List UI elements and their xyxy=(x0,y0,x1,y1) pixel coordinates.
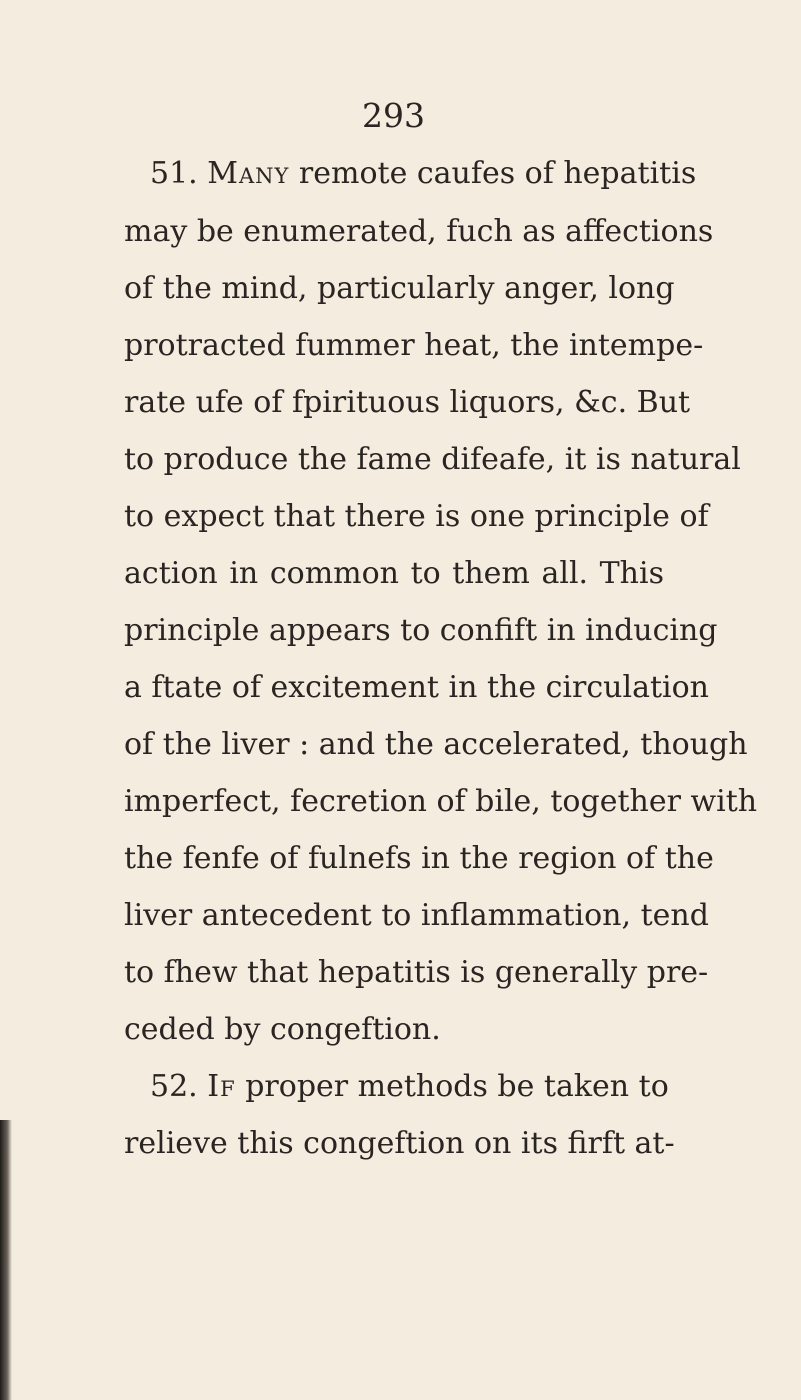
paragraph-number: 52. xyxy=(150,1069,208,1104)
text-line: relieve this congeftion on its firft at- xyxy=(124,1126,675,1161)
text-line: rate ufe of fpirituous liquors, &c. But xyxy=(124,385,691,420)
small-caps-word: Many xyxy=(207,156,290,191)
text-line: a ftate of excitement in the circulation xyxy=(124,670,709,705)
text-line: may be enumerated, fuch as affections xyxy=(124,214,714,249)
paragraph-number: 51. xyxy=(150,156,208,191)
text-line: protracted fummer heat, the intempe- xyxy=(124,328,704,363)
text-line: to produce the fame difeafe, it is natural xyxy=(124,442,741,477)
text-line: to fhew that hepatitis is generally pre- xyxy=(124,955,709,990)
text-line: action in common to them all. This xyxy=(124,556,664,591)
text-line: imperfect, fecretion of bile, together with xyxy=(124,784,758,819)
page-number: 293 xyxy=(362,96,425,135)
text-line: principle appears to confift in inducing xyxy=(124,613,718,648)
text-line: the fenfe of fulnefs in the region of the xyxy=(124,841,714,876)
text-line: of the liver : and the accelerated, though xyxy=(124,727,748,762)
text-line: liver antecedent to inflammation, tend xyxy=(124,898,709,933)
binding-shadow xyxy=(0,1120,12,1400)
text-line: to expect that there is one principle of xyxy=(124,499,709,534)
text-line: of the mind, particularly anger, long xyxy=(124,271,675,306)
text-line: 52. If proper methods be taken to xyxy=(150,1069,669,1104)
text-line: 51. Many remote caufes of hepatitis xyxy=(150,156,697,191)
text-line: ceded by congeftion. xyxy=(124,1012,441,1047)
small-caps-word: If xyxy=(207,1069,236,1104)
